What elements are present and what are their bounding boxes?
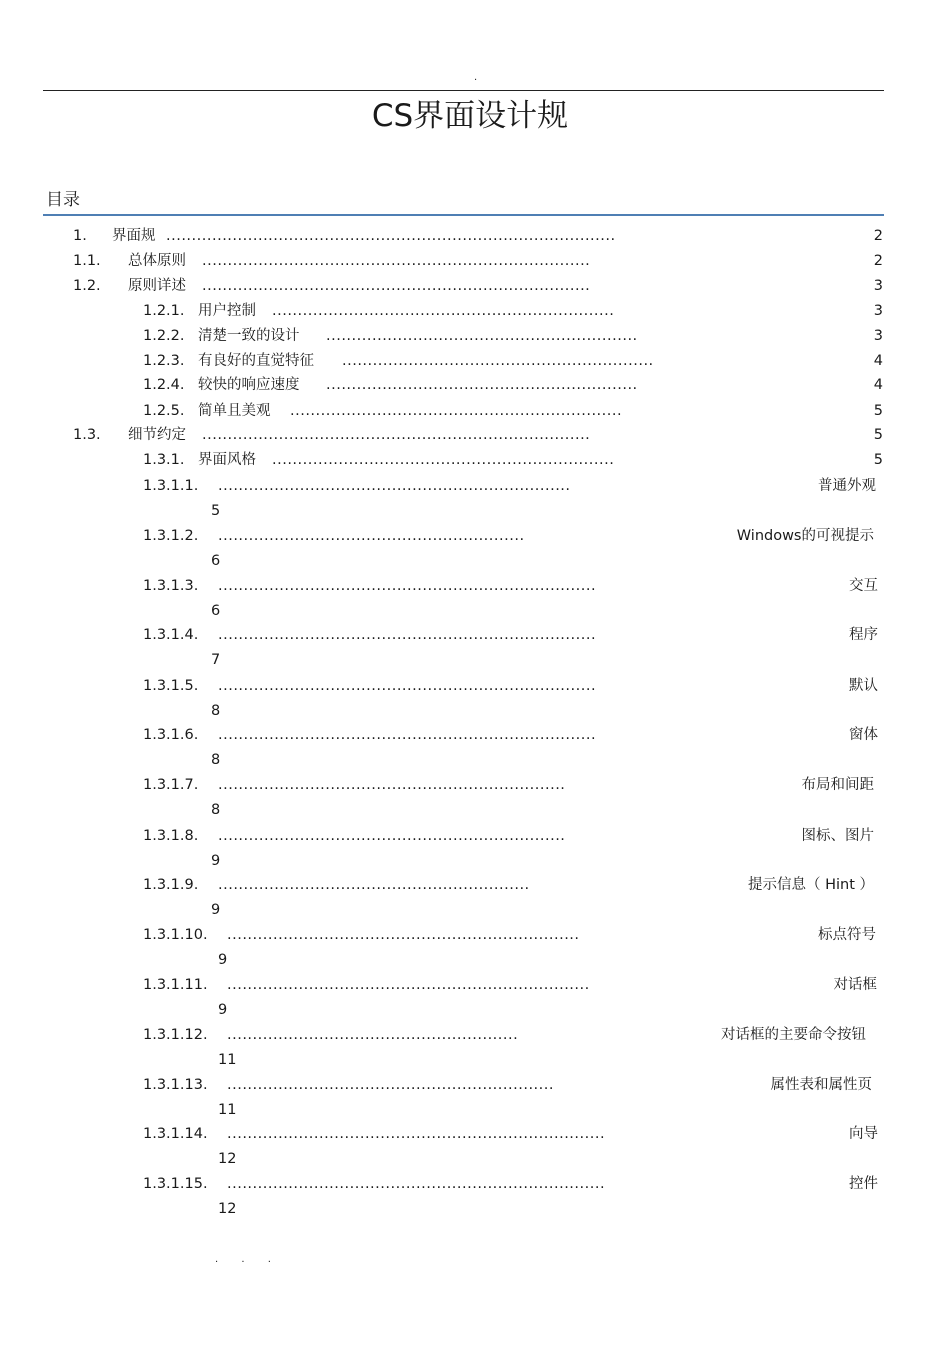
toc-heading-rule (43, 214, 884, 216)
toc-sub-entry-page: 6 (211, 603, 221, 619)
toc-sub-entry-leader: ..................................................................... (218, 478, 571, 494)
toc-sub-entry-number: 1.3.1.10. (143, 927, 208, 943)
toc-entry-number: 1.3. (73, 427, 101, 443)
toc-entry-title: 总体原则 (128, 253, 186, 269)
toc-entry-number: 1.1. (73, 253, 101, 269)
toc-sub-entry-title: 对话框 (833, 977, 877, 993)
toc-sub-entry-number: 1.3.1.8. (143, 828, 199, 844)
toc-sub-entry-leader: .......................................................................... (218, 627, 597, 643)
toc-sub-entry-leader: .......................................................................... (218, 678, 597, 694)
toc-entry-number: 1.2.4. (143, 377, 185, 393)
footer-dots: . . . (215, 1254, 281, 1265)
toc-sub-entry-page: 8 (211, 703, 221, 719)
toc-sub-entry-leader: .......................................................................... (227, 1176, 606, 1192)
toc-sub-entry-number: 1.3.1.9. (143, 877, 199, 893)
toc-sub-entry-page: 12 (218, 1151, 237, 1167)
toc-sub-entry-page: 9 (211, 902, 221, 918)
toc-sub-entry-title: 控件 (849, 1176, 878, 1192)
toc-entry-title: 清楚一致的设计 (198, 328, 300, 344)
toc-sub-entry-number: 1.3.1.12. (143, 1027, 208, 1043)
toc-sub-entry-leader: .......................................................................... (227, 1126, 606, 1142)
toc-entry-leader: ............................................................................ (202, 278, 591, 294)
toc-sub-entry-number: 1.3.1.15. (143, 1176, 208, 1192)
toc-sub-entry-title: 程序 (849, 627, 878, 643)
toc-sub-entry-number: 1.3.1.5. (143, 678, 199, 694)
toc-sub-entry-page: 5 (211, 503, 221, 519)
toc-entry-title: 界面风格 (198, 452, 256, 468)
toc-sub-entry-title: 普通外观 (818, 478, 876, 494)
toc-entry-leader: ............................................................................ (202, 427, 591, 443)
toc-entry-page: 3 (873, 278, 883, 294)
toc-sub-entry-page: 11 (218, 1102, 237, 1118)
toc-sub-entry-leader: ....................................................................... (227, 977, 590, 993)
toc-entry-title: 界面规 (112, 228, 156, 244)
toc-sub-entry-title: 图标、图片 (801, 828, 874, 844)
toc-sub-entry-number: 1.3.1.4. (143, 627, 199, 643)
toc-sub-entry-page: 9 (218, 952, 228, 968)
toc-sub-entry-title: 属性表和属性页 (770, 1077, 872, 1093)
toc-sub-entry-number: 1.3.1.14. (143, 1126, 208, 1142)
toc-sub-entry-number: 1.3.1.6. (143, 727, 199, 743)
toc-entry-leader: ............................................................. (326, 377, 638, 393)
toc-entry-page: 5 (873, 452, 883, 468)
toc-sub-entry-page: 6 (211, 553, 221, 569)
toc-sub-entry-number: 1.3.1.2. (143, 528, 199, 544)
toc-sub-entry-leader: ................................................................ (227, 1077, 554, 1093)
toc-sub-entry-leader: .......................................................................... (218, 578, 597, 594)
toc-sub-entry-number: 1.3.1.1. (143, 478, 199, 494)
toc-sub-entry-leader: ......................................................... (227, 1027, 519, 1043)
toc-entry-number: 1. (73, 228, 87, 244)
toc-entry-page: 5 (873, 427, 883, 443)
toc-sub-entry-title: Windows的可视提示 (736, 528, 874, 544)
toc-sub-entry-leader: .......................................................................... (218, 727, 597, 743)
toc-entry-page: 2 (873, 253, 883, 269)
toc-entry-number: 1.2.2. (143, 328, 185, 344)
toc-sub-entry-title: 提示信息（ Hint ） (747, 877, 874, 893)
toc-entry-number: 1.2.1. (143, 303, 185, 319)
toc-sub-entry-title: 向导 (849, 1126, 878, 1142)
toc-entry-leader: ............................................................. (326, 328, 638, 344)
toc-entry-leader: ........................................................................................ (166, 228, 616, 244)
toc-sub-entry-leader: ............................................................. (218, 877, 530, 893)
toc-entry-leader: ................................................................... (272, 303, 615, 319)
toc-entry-number: 1.2.5. (143, 403, 185, 419)
toc-sub-entry-page: 7 (211, 652, 221, 668)
toc-sub-entry-page: 11 (218, 1052, 237, 1068)
toc-entry-title: 用户控制 (198, 303, 256, 319)
toc-entry-number: 1.2. (73, 278, 101, 294)
toc-sub-entry-title: 布局和间距 (801, 777, 874, 793)
toc-entry-leader: ............................................................................ (202, 253, 591, 269)
toc-entry-page: 2 (873, 228, 883, 244)
toc-entry-leader: ................................................................. (290, 403, 623, 419)
toc-sub-entry-title: 默认 (849, 678, 878, 694)
toc-sub-entry-page: 8 (211, 752, 221, 768)
toc-sub-entry-leader: .................................................................... (218, 777, 566, 793)
toc-sub-entry-title: 窗体 (849, 727, 878, 743)
toc-entry-page: 5 (873, 403, 883, 419)
toc-sub-entry-number: 1.3.1.13. (143, 1077, 208, 1093)
toc-entry-page: 4 (873, 377, 883, 393)
header-rule (43, 90, 884, 91)
toc-sub-entry-title: 交互 (849, 578, 878, 594)
toc-entry-number: 1.2.3. (143, 353, 185, 369)
toc-sub-entry-page: 8 (211, 802, 221, 818)
toc-sub-entry-leader: ..................................................................... (227, 927, 580, 943)
toc-sub-entry-number: 1.3.1.7. (143, 777, 199, 793)
toc-entry-title: 细节约定 (128, 427, 186, 443)
toc-sub-entry-title: 对话框的主要命令按钮 (721, 1027, 866, 1043)
toc-sub-entry-page: 9 (211, 853, 221, 869)
toc-entry-page: 4 (873, 353, 883, 369)
toc-entry-title: 较快的响应速度 (198, 377, 300, 393)
toc-sub-entry-title: 标点符号 (818, 927, 876, 943)
header-dot: . (474, 72, 478, 83)
toc-entry-number: 1.3.1. (143, 452, 185, 468)
toc-sub-entry-page: 9 (218, 1002, 228, 1018)
toc-sub-entry-leader: ............................................................ (218, 528, 525, 544)
toc-entry-leader: ............................................................. (342, 353, 654, 369)
toc-sub-entry-number: 1.3.1.3. (143, 578, 199, 594)
toc-entry-title: 有良好的直觉特征 (198, 353, 314, 369)
toc-entry-page: 3 (873, 303, 883, 319)
toc-entry-page: 3 (873, 328, 883, 344)
toc-sub-entry-number: 1.3.1.11. (143, 977, 208, 993)
document-title: CS界面设计规 (371, 98, 569, 134)
toc-sub-entry-leader: .................................................................... (218, 828, 566, 844)
toc-heading: 目录 (46, 190, 80, 210)
toc-sub-entry-page: 12 (218, 1201, 237, 1217)
toc-entry-leader: ................................................................... (272, 452, 615, 468)
toc-entry-title: 原则详述 (128, 278, 186, 294)
toc-entry-title: 简单且美观 (198, 403, 271, 419)
